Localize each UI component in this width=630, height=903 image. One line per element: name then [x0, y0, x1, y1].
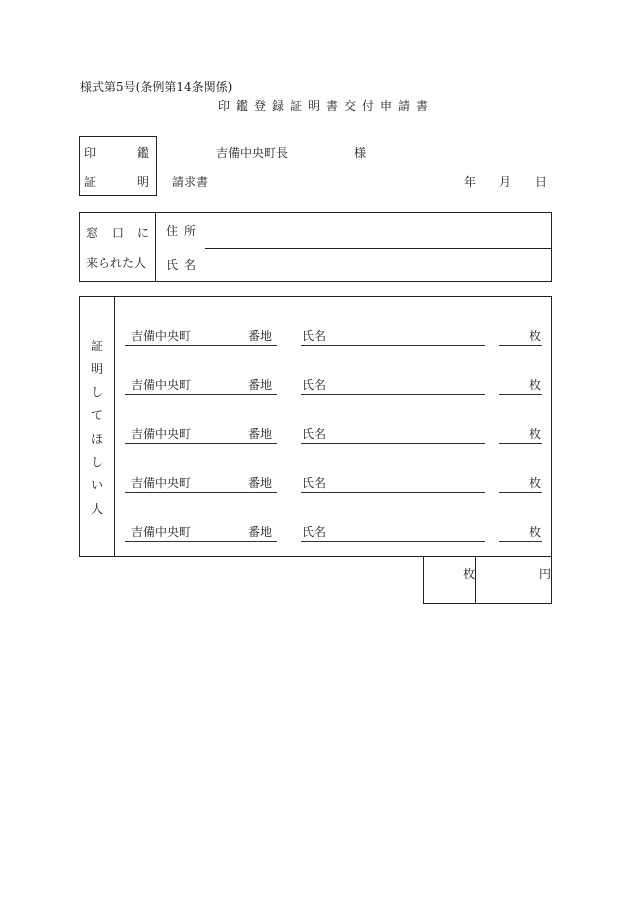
label-cert-right: 明 — [137, 175, 150, 189]
subject-count-field[interactable] — [499, 345, 542, 346]
total-count-field[interactable] — [426, 560, 460, 598]
total-count-unit: 枚 — [463, 567, 476, 581]
side-label-char: て — [90, 408, 104, 422]
address-line — [205, 248, 552, 249]
subject-name-field[interactable] — [301, 541, 485, 542]
label-cert-left: 証 — [84, 175, 97, 189]
form-title: 印鑑登録証明書交付申請書 — [218, 99, 435, 113]
day-label: 日 — [535, 175, 548, 189]
total-fee-field[interactable] — [479, 560, 535, 598]
subject-name-label: 氏名 — [302, 427, 327, 441]
subject-banchi: 番地 — [248, 329, 273, 343]
subject-count-unit: 枚 — [529, 378, 542, 392]
subject-count-field[interactable] — [499, 492, 542, 493]
subject-count-unit: 枚 — [529, 525, 542, 539]
side-label-char: し — [90, 385, 104, 399]
subject-name-label: 氏名 — [302, 378, 327, 392]
subject-banchi: 番地 — [248, 427, 273, 441]
subject-count-unit: 枚 — [529, 476, 542, 490]
side-label-char: 明 — [90, 362, 104, 376]
subject-town: 吉備中央町 — [131, 329, 192, 343]
year-label: 年 — [464, 175, 477, 189]
subject-banchi: 番地 — [248, 378, 273, 392]
addressee: 吉備中央町長 — [216, 146, 289, 160]
subject-address-field[interactable] — [125, 492, 277, 493]
label-seal-right: 鑑 — [137, 146, 150, 160]
subject-town: 吉備中央町 — [131, 378, 192, 392]
label-seal-left: 印 — [84, 146, 97, 160]
request-label: 請求書 — [172, 175, 209, 189]
side-label-char: 人 — [90, 502, 104, 516]
name-field[interactable] — [212, 252, 547, 278]
subject-name-field[interactable] — [301, 394, 485, 395]
applicant-label-char-1: 窓 — [86, 226, 99, 240]
subject-banchi: 番地 — [248, 525, 273, 539]
applicant-divider — [155, 212, 156, 282]
subject-name-label: 氏名 — [302, 525, 327, 539]
subject-name-field[interactable] — [301, 443, 485, 444]
subject-address-field[interactable] — [125, 394, 277, 395]
side-label-char: 証 — [90, 339, 104, 353]
side-label-char: ほ — [90, 432, 104, 446]
applicant-label-char-3: に — [137, 226, 150, 240]
totals-divider — [475, 556, 476, 604]
address-label: 住所 — [166, 224, 203, 238]
subject-town: 吉備中央町 — [131, 476, 192, 490]
subject-name-label: 氏名 — [302, 329, 327, 343]
honorific: 様 — [354, 146, 367, 160]
subject-count-unit: 枚 — [529, 427, 542, 441]
applicant-label-line2: 来られた人 — [86, 256, 147, 270]
side-label-char: い — [90, 478, 104, 492]
address-field[interactable] — [212, 216, 547, 244]
name-label: 氏名 — [166, 258, 203, 272]
subject-count-field[interactable] — [499, 541, 542, 542]
subject-address-field[interactable] — [125, 541, 277, 542]
total-yen-unit: 円 — [539, 567, 552, 581]
side-label-char: し — [90, 455, 104, 469]
subject-count-field[interactable] — [499, 394, 542, 395]
form-code: 様式第5号(条例第14条関係) — [80, 80, 233, 94]
subject-town: 吉備中央町 — [131, 525, 192, 539]
subject-count-field[interactable] — [499, 443, 542, 444]
subject-name-label: 氏名 — [302, 476, 327, 490]
subjects-divider — [114, 296, 115, 557]
subject-address-field[interactable] — [125, 345, 277, 346]
subject-address-field[interactable] — [125, 443, 277, 444]
subject-name-field[interactable] — [301, 345, 485, 346]
applicant-label-char-2: 口 — [112, 226, 125, 240]
subject-banchi: 番地 — [248, 476, 273, 490]
month-label: 月 — [499, 175, 512, 189]
subject-town: 吉備中央町 — [131, 427, 192, 441]
subject-count-unit: 枚 — [529, 329, 542, 343]
subject-name-field[interactable] — [301, 492, 485, 493]
